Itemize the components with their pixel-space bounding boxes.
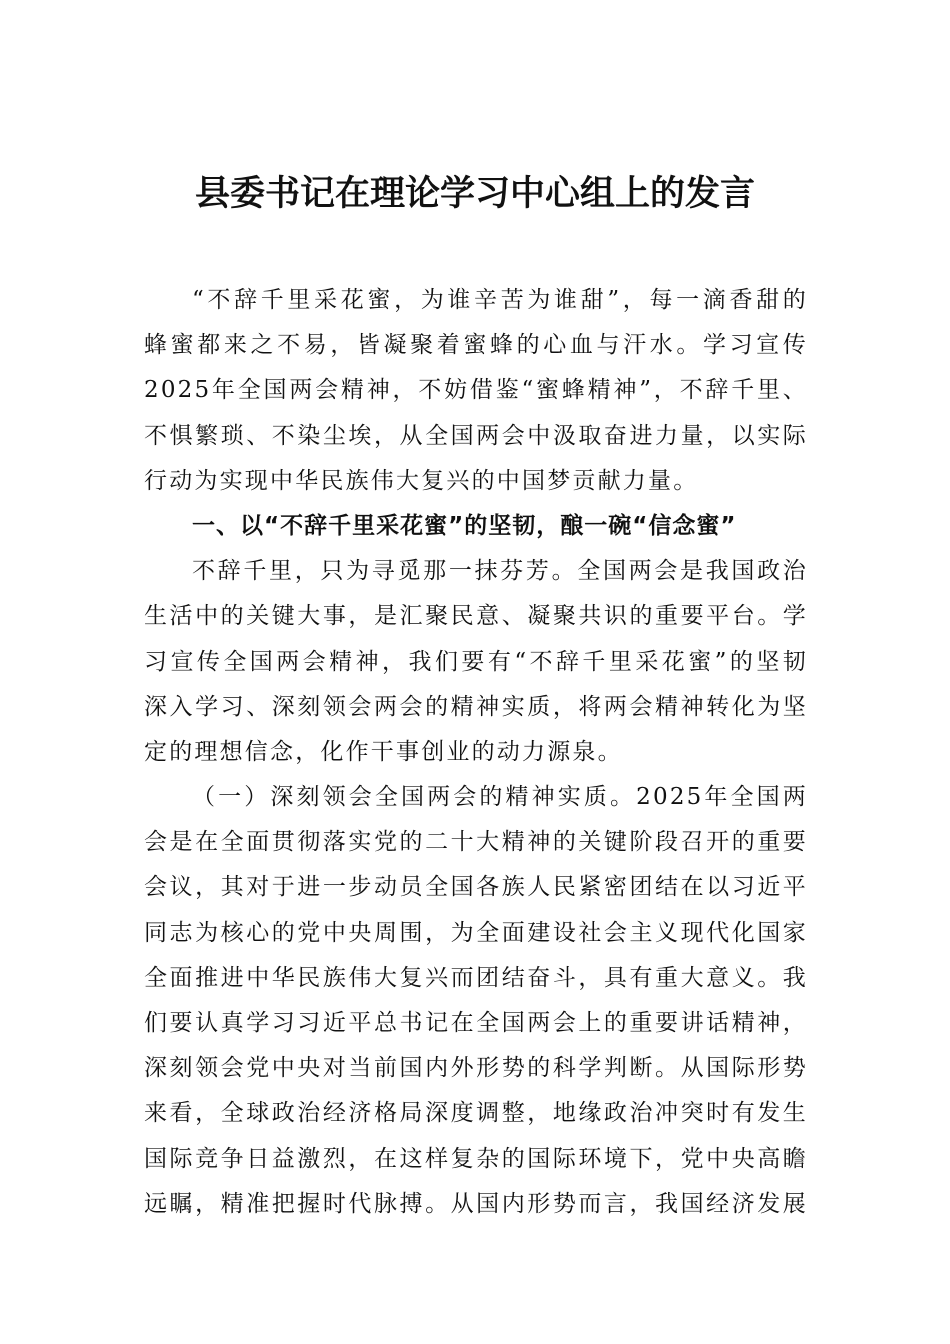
paragraph-line: 会是在全面贯彻落实党的二十大精神的关键阶段召开的重要 (144, 829, 808, 856)
paragraph-line: 深入学习、深刻领会两会的精神实质，将两会精神转化为坚 (144, 693, 808, 720)
paragraph-line: 们要认真学习习近平总书记在全国两会上的重要讲话精神， (144, 1010, 808, 1036)
paragraph-line: 深刻领会党中央对当前国内外形势的科学判断。从国际形势 (144, 1055, 808, 1082)
paragraph-line: 同志为核心的党中央周围，为全面建设社会主义现代化国家 (144, 919, 808, 946)
paragraph-line: 生活中的关键大事，是汇聚民意、凝聚共识的重要平台。学 (144, 603, 808, 630)
document-title: 县委书记在理论学习中心组上的发言 (194, 173, 755, 214)
paragraph-line: 国际竞争日益激烈，在这样复杂的国际环境下，党中央高瞻 (144, 1145, 808, 1172)
paragraph-line: 远瞩，精准把握时代脉搏。从国内形势而言，我国经济发展 (144, 1190, 808, 1217)
paragraph-line: 来看，全球政治经济格局深度调整，地缘政治冲突时有发生 (144, 1100, 808, 1127)
paragraph-line: 会议，其对于进一步动员全国各族人民紧密团结在以习近平 (144, 874, 808, 901)
paragraph-line: “不辞千里采花蜜，为谁辛苦为谁甜”，每一滴香甜的 (192, 287, 808, 313)
paragraph-line: 蜂蜜都来之不易，皆凝聚着蜜蜂的心血与汗水。学习宣传 (144, 332, 808, 359)
paragraph-line: 行动为实现中华民族伟大复兴的中国梦贡献力量。 (144, 467, 699, 494)
paragraph-line: 定的理想信念，化作干事创业的动力源泉。 (144, 738, 623, 765)
paragraph-line: 2025年全国两会精神，不妨借鉴“蜜蜂精神”，不辞千里、 (144, 377, 808, 404)
paragraph-line: 不惧繁琐、不染尘埃，从全国两会中汲取奋进力量，以实际 (144, 422, 808, 449)
paragraph-line: 不辞千里，只为寻觅那一抹芬芳。全国两会是我国政治 (192, 558, 808, 585)
paragraph-line: 习宣传全国两会精神，我们要有“不辞千里采花蜜”的坚韧 (144, 648, 808, 675)
section-heading: 一、以“不辞千里采花蜜”的坚韧，酿一碗“信念蜜” (192, 512, 737, 539)
document-body (144, 278, 808, 1227)
paragraph-line: 全面推进中华民族伟大复兴而团结奋斗，具有重大意义。我 (144, 964, 808, 991)
subsection-line: （一）深刻领会全国两会的精神实质。2025年全国两 (192, 784, 808, 811)
